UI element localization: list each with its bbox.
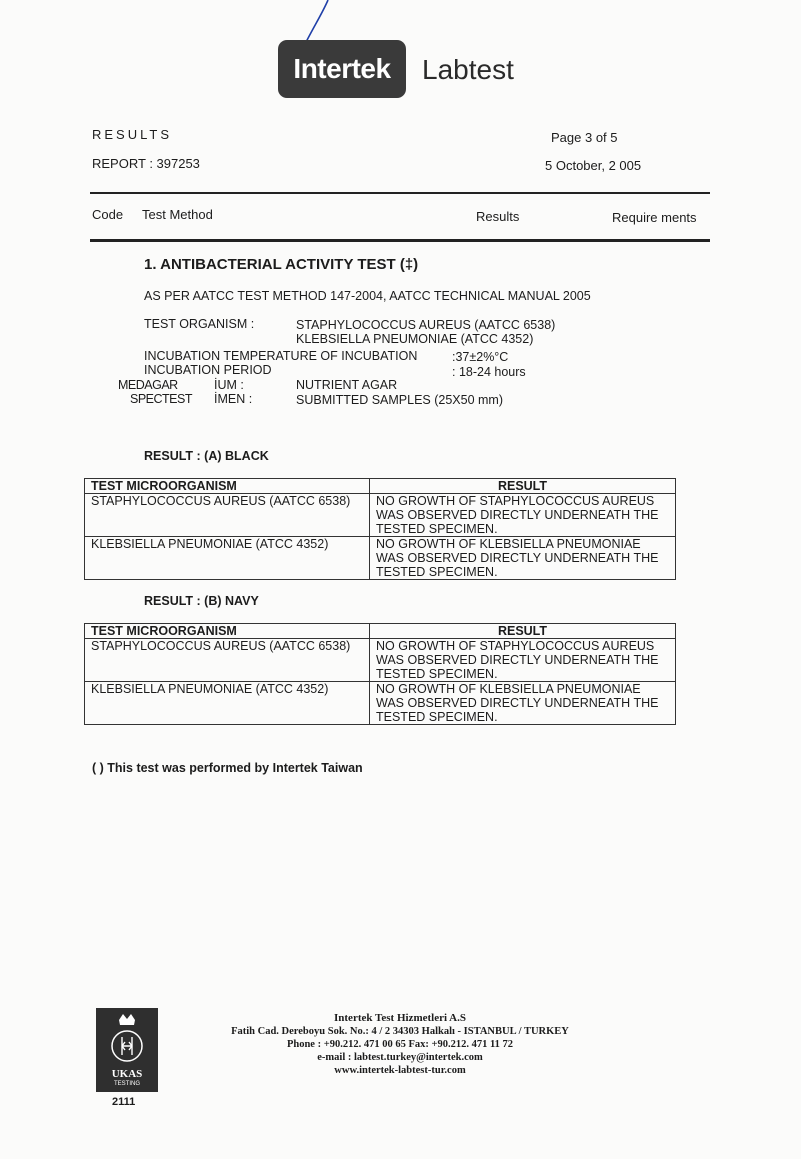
test-method-text: AS PER AATCC TEST METHOD 147-2004, AATCC TECHNICAL MANUAL 2005: [144, 289, 591, 303]
header-rule-bottom: [90, 239, 710, 242]
table-row: [85, 639, 676, 682]
result-cell: [370, 494, 676, 537]
organism-1: STAPHYLOCOCCUS AUREUS (AATCC 6538): [296, 318, 556, 332]
result-line: WAS OBSERVED DIRECTLY UNDERNEATH THE: [376, 508, 659, 522]
result-a-table: [84, 478, 676, 580]
labtest-logo-text: Labtest: [422, 54, 514, 85]
report-number: REPORT : 397253: [92, 156, 200, 171]
result-line: NO GROWTH OF STAPHYLOCOCCUS AUREUS: [376, 639, 655, 653]
result-cell: [370, 682, 676, 725]
table-header-result: RESULT: [370, 624, 676, 639]
organism-2: KLEBSIELLA PNEUMONIAE (ATCC 4352): [296, 332, 534, 346]
table-row: [85, 682, 676, 725]
specimen-value: SUBMITTED SAMPLES (25X50 mm): [296, 393, 503, 407]
table-header-row: [85, 479, 676, 494]
ukas-text: UKAS: [111, 1068, 143, 1080]
result-line: NO GROWTH OF KLEBSIELLA PNEUMONIAE: [376, 682, 641, 696]
incubation-temp-value: :37±2%°C: [452, 350, 509, 364]
report-date: 5 October, 2 005: [545, 158, 642, 173]
result-b-table: [84, 623, 676, 725]
organism-cell: STAPHYLOCOCCUS AUREUS (AATCC 6538): [85, 639, 370, 682]
organism-cell: KLEBSIELLA PNEUMONIAE (ATCC 4352): [85, 537, 370, 580]
medium-value: NUTRIENT AGAR: [296, 378, 398, 392]
table-row: [85, 537, 676, 580]
header-rule-top: [90, 192, 710, 194]
specimen-label-a: SPECTEST: [130, 392, 192, 406]
result-line: NO GROWTH OF KLEBSIELLA PNEUMONIAE: [376, 537, 641, 551]
table-header-row: [85, 624, 676, 639]
footer-phone: Phone : +90.212. 471 00 65 Fax: +90.212. 471 11 72: [286, 1039, 514, 1050]
footer-email: e-mail : labtest.turkey@intertek.com: [317, 1052, 483, 1063]
column-requirements: Require ments: [612, 210, 697, 225]
footer-block: [200, 1012, 600, 1077]
incubation-period-label: INCUBATION PERIOD: [144, 363, 272, 377]
table-header-organism: TEST MICROORGANISM: [85, 624, 370, 639]
table-header-result: RESULT: [370, 479, 676, 494]
result-line: TESTED SPECIMEN.: [376, 710, 498, 724]
ukas-subtext: TESTING: [113, 1081, 140, 1087]
organism-cell: STAPHYLOCOCCUS AUREUS (AATCC 6538): [85, 494, 370, 537]
result-b-title: RESULT : (B) NAVY: [144, 594, 259, 608]
medium-label-a: MEDAGAR: [118, 378, 178, 392]
incubation-period-value: : 18-24 hours: [452, 365, 526, 379]
medium-label-b: İUM :: [214, 378, 244, 392]
ukas-number: 2111: [112, 1096, 136, 1108]
result-line: TESTED SPECIMEN.: [376, 565, 498, 579]
result-line: TESTED SPECIMEN.: [376, 522, 498, 536]
table-header-organism: TEST MICROORGANISM: [85, 479, 370, 494]
result-cell: [370, 639, 676, 682]
intertek-logo: Intertek: [278, 40, 406, 98]
organism-label: TEST ORGANISM :: [144, 317, 255, 331]
result-line: TESTED SPECIMEN.: [376, 667, 498, 681]
result-a-title: RESULT : (A) BLACK: [144, 449, 269, 463]
footer-company: Intertek Test Hizmetleri A.S: [334, 1012, 466, 1024]
column-results: Results: [476, 209, 520, 224]
result-line: WAS OBSERVED DIRECTLY UNDERNEATH THE: [376, 696, 659, 710]
column-test-method: Test Method: [142, 207, 213, 222]
organism-cell: KLEBSIELLA PNEUMONIAE (ATCC 4352): [85, 682, 370, 725]
incubation-temp-label: INCUBATION TEMPERATURE OF INCUBATION: [144, 349, 418, 363]
result-cell: [370, 537, 676, 580]
ukas-logo: [96, 1008, 158, 1092]
column-code: Code: [92, 207, 124, 222]
page-number: Page 3 of 5: [551, 130, 618, 145]
footer-website: www.intertek-labtest-tur.com: [334, 1065, 466, 1076]
results-label: RESULTS: [92, 127, 172, 142]
specimen-label-b: İMEN :: [214, 392, 253, 406]
result-line: WAS OBSERVED DIRECTLY UNDERNEATH THE: [376, 653, 659, 667]
table-row: [85, 494, 676, 537]
result-line: NO GROWTH OF STAPHYLOCOCCUS AUREUS: [376, 494, 655, 508]
taiwan-note: ( ) This test was performed by Intertek Taiwan: [92, 761, 363, 775]
result-line: WAS OBSERVED DIRECTLY UNDERNEATH THE: [376, 551, 659, 565]
footer-address: Fatih Cad. Dereboyu Sok. No.: 4 / 2 34303 Halkalı - ISTANBUL / TURKEY: [231, 1026, 569, 1037]
section-title: 1. ANTIBACTERIAL ACTIVITY TEST (‡): [144, 256, 419, 273]
